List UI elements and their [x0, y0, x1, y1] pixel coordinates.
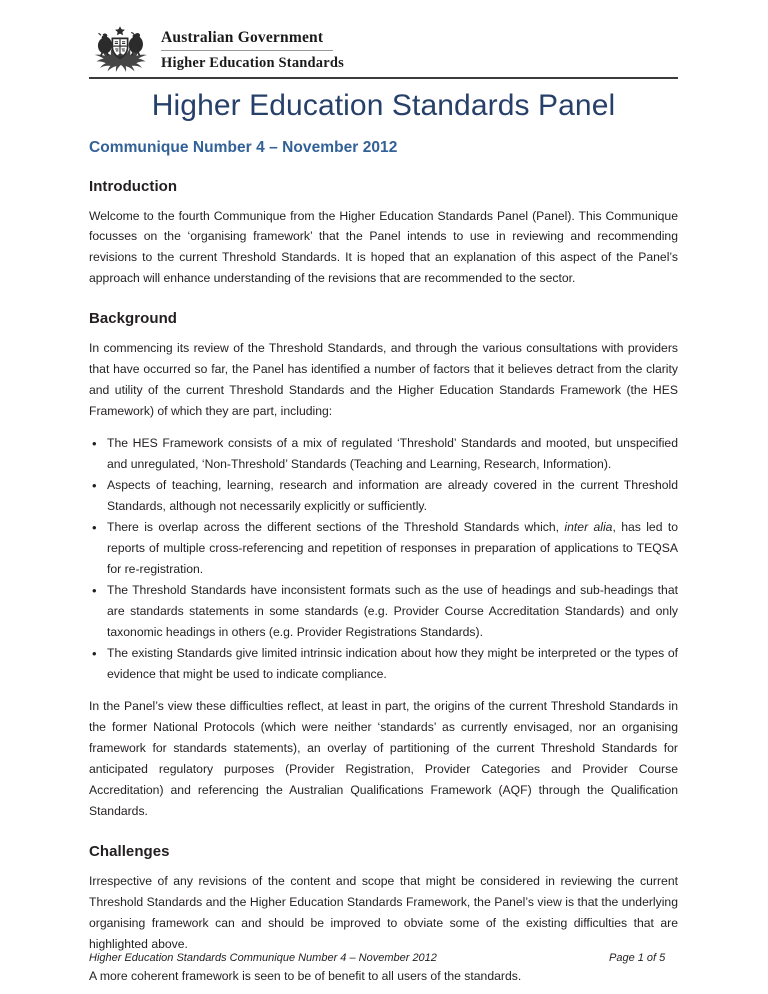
masthead-line-australian-government: Australian Government [161, 29, 324, 46]
list-item-text-italic: inter alia [564, 520, 613, 535]
list-item: • The existing Standards give limited intrinsic indication about how they might be interpreted or the types of evidence that might be used to indicate compliance. [89, 643, 678, 685]
footer-page-number: Page 1 of 5 [609, 952, 666, 964]
list-item-text-post: , has led to reports of multiple cross-referencing and repetition of responses in preparation of applications to TEQSA for re-registration. [107, 520, 678, 577]
page-subtitle: Communique Number 4 – November 2012 [89, 138, 398, 156]
paragraph-background-intro: In commencing its review of the Threshold Standards, and through the various consultations with providers that have occurred so far, the Panel has identified a number of factors that it believes detract from the clarity and utility of the current Threshold Standards and the Higher Education Standards Framework (the HES Framework) of which they are part, including: [89, 341, 678, 419]
paragraph-background-closing: In the Panel’s view these difficulties reflect, at least in part, the origins of the current Threshold Standards in the former National Protocols (which were neither ‘standards’ as currently envisaged, nor an organising framework for standards statements), an overlay of partitioning of the current Threshold Standards for anticipated regulatory purposes (Provider Registration, Provider Categories and Provider Course Accreditation) and referencing the Australian Qualifications Framework (AQF) through the Qualification Standards. [89, 699, 678, 819]
list-item: • Aspects of teaching, learning, research and information are already covered in the current Threshold Standards, although not necessarily explicitly or sufficiently. [89, 475, 678, 517]
page-title: Higher Education Standards Panel [151, 89, 616, 122]
section-heading-background: Background [89, 310, 178, 328]
australian-coat-of-arms-icon [89, 25, 151, 73]
masthead-text [161, 25, 344, 73]
masthead-divider [161, 50, 333, 51]
masthead-line-higher-education-standards: Higher Education Standards [161, 55, 345, 72]
section-heading-introduction: Introduction [89, 177, 178, 195]
list-item-text-pre: There is overlap across the different sections of the Threshold Standards which, [107, 520, 565, 535]
page-content [89, 0, 678, 987]
paragraph-challenges-1: Irrespective of any revisions of the content and scope that might be considered in reviewing the current Threshold Standards and the Higher Education Standards Framework, the Panel’s view is that the underlying organising framework can and should be improved to obviate some of the existing difficulties that are highlighted above. [89, 874, 678, 952]
paragraph-challenges-2: A more coherent framework is seen to be of benefit to all users of the standards. [89, 969, 522, 984]
section-heading-challenges: Challenges [89, 843, 170, 861]
masthead [89, 0, 678, 73]
list-item: • The Threshold Standards have inconsistent formats such as the use of headings and sub-headings that are standards statements in some standards (e.g. Provider Course Accreditation Standards) and only taxonomic headings in others (e.g. Provider Registrations Standards). [89, 580, 678, 643]
paragraph-introduction: Welcome to the fourth Communique from the Higher Education Standards Panel (Panel). This Communique focusses on the ‘organising framework’ that the Panel intends to use in reviewing and recommending revisions to the current Threshold Standards. It is hoped that an explanation of this aspect of the Panel’s approach will enhance understanding of the revisions that are recommended to the sector. [89, 208, 678, 286]
background-bullet-list [89, 422, 678, 685]
footer-document-title: Higher Education Standards Communique Number 4 – November 2012 [89, 952, 437, 964]
page-footer [89, 952, 678, 964]
header-divider [89, 77, 678, 79]
list-item [89, 517, 678, 580]
list-item: • The HES Framework consists of a mix of regulated ‘Threshold’ Standards and mooted, but unspecified and unregulated, ‘Non-Threshold’ Standards (Teaching and Learning, Research, Information). [89, 433, 678, 475]
